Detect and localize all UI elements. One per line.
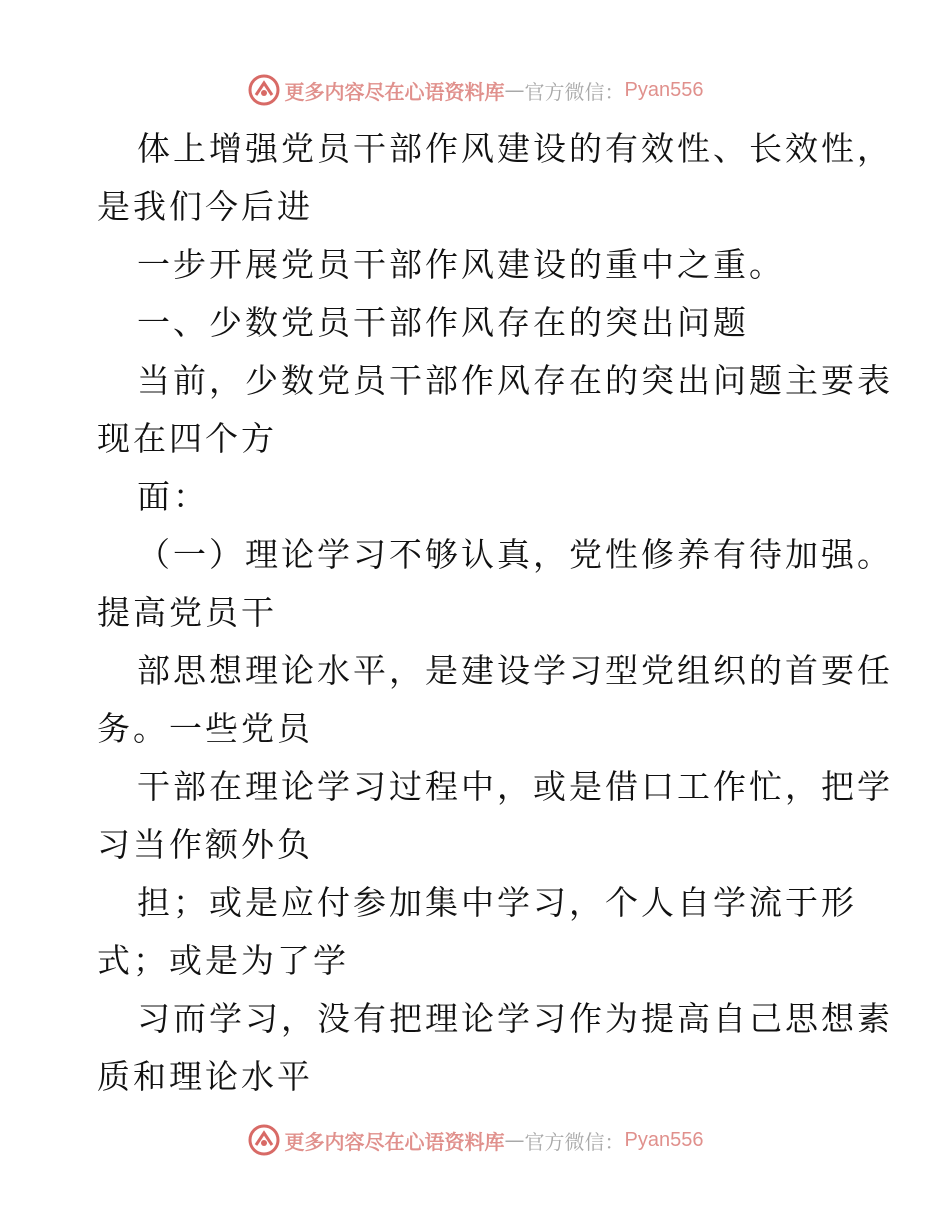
- text-line: 习而学习，没有把理论学习作为提高自己思想素: [137, 999, 893, 1038]
- text-line: 现在四个方: [97, 419, 277, 458]
- text-line: 质和理论水平: [97, 1057, 313, 1096]
- text-line: 部思想理论水平，是建设学习型党组织的首要任: [137, 651, 893, 690]
- watermark-id: Pyan556: [624, 78, 704, 101]
- document-body: [97, 120, 893, 1106]
- watermark-dash: —: [504, 1128, 525, 1152]
- text-line: 体上增强党员干部作风建设的有效性、长效性，: [137, 129, 893, 168]
- text-line: 当前，少数党员干部作风存在的突出问题主要表: [137, 361, 893, 400]
- text-line: 式；或是为了学: [97, 941, 349, 980]
- watermark-brand: 更多内容尽在心语资料库: [284, 1129, 505, 1154]
- brand-logo-icon: [247, 73, 281, 107]
- text-line: 面：: [137, 477, 209, 516]
- page-header-watermark: [0, 70, 950, 110]
- watermark-id: Pyan556: [624, 1128, 704, 1151]
- watermark-dash: —: [504, 78, 525, 102]
- text-line: （一）理论学习不够认真，党性修养有待加强。: [137, 535, 893, 574]
- text-line: 一、少数党员干部作风存在的突出问题: [137, 303, 749, 342]
- text-line: 干部在理论学习过程中，或是借口工作忙，把学: [137, 767, 893, 806]
- text-line: 务。一些党员: [97, 709, 313, 748]
- text-line: 担；或是应付参加集中学习，个人自学流于形: [137, 883, 857, 922]
- watermark-label: 官方微信：: [524, 79, 625, 104]
- text-line: 一步开展党员干部作风建设的重中之重。: [137, 245, 785, 284]
- brand-logo-icon: [247, 1123, 281, 1157]
- watermark-brand: 更多内容尽在心语资料库: [284, 79, 505, 104]
- text-line: 习当作额外负: [97, 825, 313, 864]
- text-line: 提高党员干: [97, 593, 277, 632]
- text-line: 是我们今后进: [97, 187, 313, 226]
- page-footer-watermark: [0, 1120, 950, 1160]
- watermark-label: 官方微信：: [524, 1129, 625, 1154]
